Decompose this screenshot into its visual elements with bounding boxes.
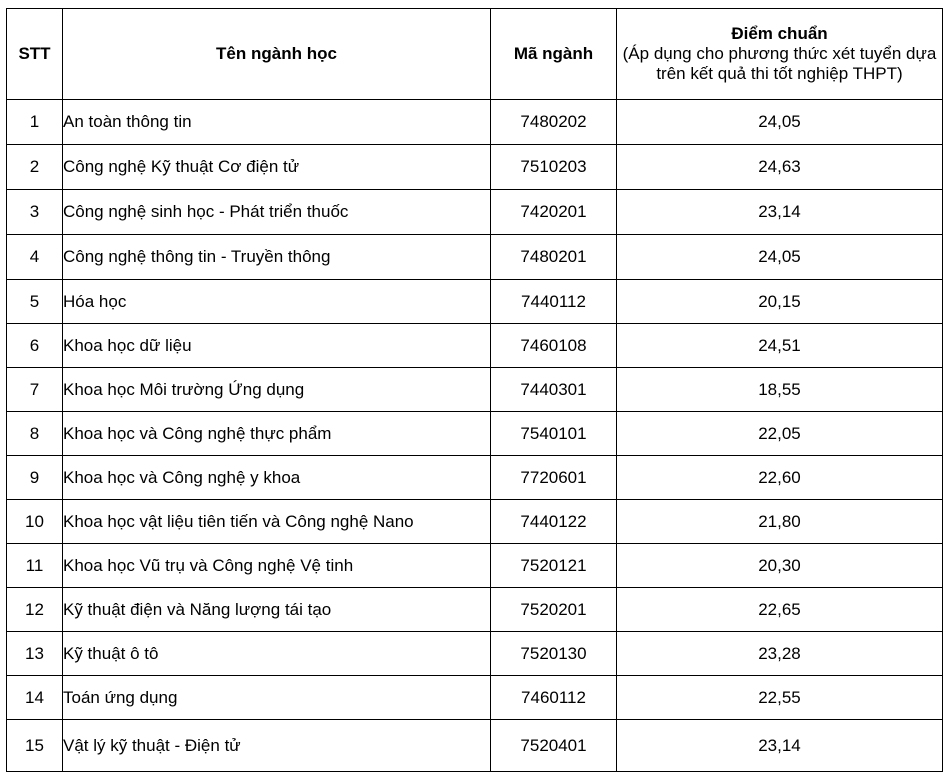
cell-score: 24,05 xyxy=(617,100,943,145)
cell-stt: 2 xyxy=(7,145,63,190)
cell-major-code: 7480202 xyxy=(491,100,617,145)
cell-stt: 9 xyxy=(7,456,63,500)
cell-score: 23,14 xyxy=(617,190,943,235)
cell-stt: 1 xyxy=(7,100,63,145)
cell-stt: 6 xyxy=(7,324,63,368)
table-row xyxy=(7,368,943,412)
cell-major-name: Khoa học và Công nghệ thực phẩm xyxy=(63,412,491,456)
cell-major-name: Khoa học dữ liệu xyxy=(63,324,491,368)
cell-score: 23,14 xyxy=(617,720,943,772)
cell-major-code: 7460112 xyxy=(491,676,617,720)
cell-stt: 11 xyxy=(7,544,63,588)
cell-score: 21,80 xyxy=(617,500,943,544)
cell-major-code: 7520130 xyxy=(491,632,617,676)
cell-score: 22,65 xyxy=(617,588,943,632)
header-score-note: (Áp dụng cho phương thức xét tuyển dựa trên kết quả thi tốt nghiệp THPT) xyxy=(622,44,937,83)
table-row xyxy=(7,544,943,588)
cell-score: 22,05 xyxy=(617,412,943,456)
cell-major-name: Toán ứng dụng xyxy=(63,676,491,720)
header-stt: STT xyxy=(7,9,63,100)
cell-stt: 3 xyxy=(7,190,63,235)
cell-score: 20,15 xyxy=(617,280,943,324)
cell-major-code: 7460108 xyxy=(491,324,617,368)
table-row xyxy=(7,145,943,190)
cell-major-name: Khoa học Môi trường Ứng dụng xyxy=(63,368,491,412)
table-header-row xyxy=(7,9,943,100)
cell-major-name: Công nghệ thông tin - Truyền thông xyxy=(63,235,491,280)
cell-major-name: Kỹ thuật ô tô xyxy=(63,632,491,676)
cell-major-name: Hóa học xyxy=(63,280,491,324)
cell-major-code: 7540101 xyxy=(491,412,617,456)
cell-major-name: An toàn thông tin xyxy=(63,100,491,145)
cell-major-code: 7480201 xyxy=(491,235,617,280)
admission-score-table xyxy=(6,8,943,772)
header-major-code: Mã ngành xyxy=(491,9,617,100)
cell-major-name: Công nghệ sinh học - Phát triển thuốc xyxy=(63,190,491,235)
cell-stt: 7 xyxy=(7,368,63,412)
table-row xyxy=(7,676,943,720)
cell-major-code: 7420201 xyxy=(491,190,617,235)
cell-major-name: Công nghệ Kỹ thuật Cơ điện tử xyxy=(63,145,491,190)
table-row xyxy=(7,500,943,544)
cell-major-name: Khoa học Vũ trụ và Công nghệ Vệ tinh xyxy=(63,544,491,588)
table-row xyxy=(7,456,943,500)
table-row xyxy=(7,190,943,235)
cell-stt: 4 xyxy=(7,235,63,280)
cell-score: 23,28 xyxy=(617,632,943,676)
cell-major-name: Khoa học và Công nghệ y khoa xyxy=(63,456,491,500)
cell-major-name: Vật lý kỹ thuật - Điện tử xyxy=(63,720,491,772)
header-major-name: Tên ngành học xyxy=(63,9,491,100)
cell-score: 24,51 xyxy=(617,324,943,368)
cell-major-name: Khoa học vật liệu tiên tiến và Công nghệ Nano xyxy=(63,500,491,544)
cell-stt: 12 xyxy=(7,588,63,632)
cell-stt: 10 xyxy=(7,500,63,544)
cell-major-name: Kỹ thuật điện và Năng lượng tái tạo xyxy=(63,588,491,632)
cell-stt: 14 xyxy=(7,676,63,720)
table-row xyxy=(7,588,943,632)
cell-major-code: 7510203 xyxy=(491,145,617,190)
cell-score: 24,05 xyxy=(617,235,943,280)
header-benchmark-score xyxy=(617,9,943,100)
header-score-title: Điểm chuẩn xyxy=(731,24,828,43)
cell-stt: 13 xyxy=(7,632,63,676)
cell-major-code: 7520401 xyxy=(491,720,617,772)
table-row xyxy=(7,324,943,368)
table-row xyxy=(7,412,943,456)
table-row xyxy=(7,235,943,280)
table-row xyxy=(7,100,943,145)
cell-stt: 8 xyxy=(7,412,63,456)
table-row xyxy=(7,280,943,324)
cell-major-code: 7520121 xyxy=(491,544,617,588)
cell-score: 18,55 xyxy=(617,368,943,412)
cell-score: 22,55 xyxy=(617,676,943,720)
cell-score: 20,30 xyxy=(617,544,943,588)
cell-stt: 5 xyxy=(7,280,63,324)
table-row xyxy=(7,632,943,676)
cell-major-code: 7440301 xyxy=(491,368,617,412)
cell-major-code: 7440122 xyxy=(491,500,617,544)
cell-major-code: 7520201 xyxy=(491,588,617,632)
cell-major-code: 7720601 xyxy=(491,456,617,500)
cell-major-code: 7440112 xyxy=(491,280,617,324)
cell-score: 22,60 xyxy=(617,456,943,500)
table-row xyxy=(7,720,943,772)
cell-stt: 15 xyxy=(7,720,63,772)
cell-score: 24,63 xyxy=(617,145,943,190)
